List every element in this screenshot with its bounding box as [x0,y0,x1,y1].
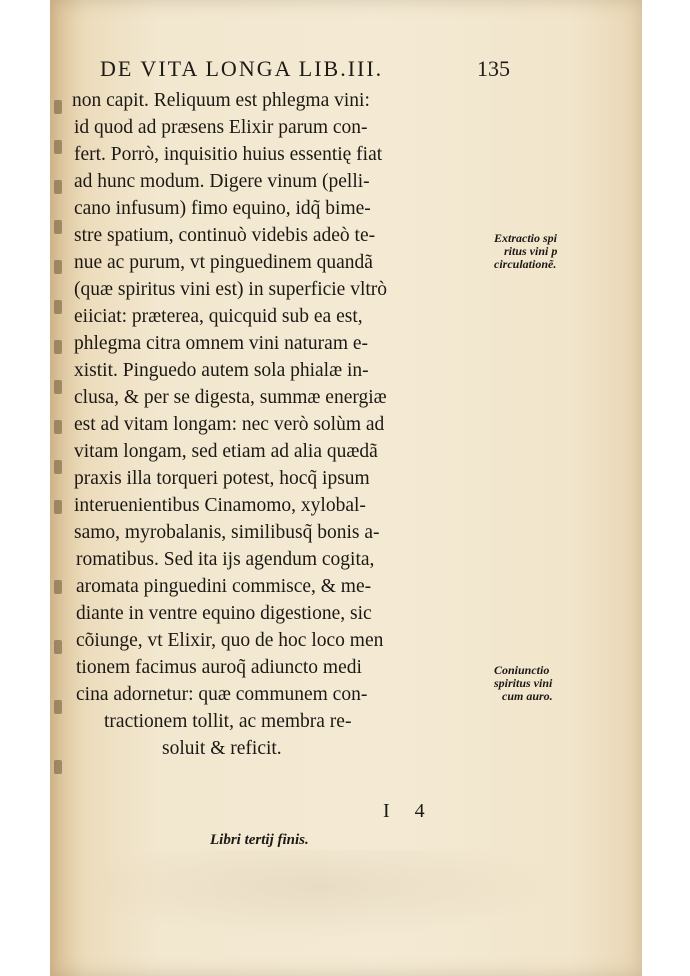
text-line: phlegma citra omnem vini naturam e- [74,333,369,354]
book-end-note: Libri tertij finis. [210,832,309,848]
margin-note-line: circulationẽ. [494,257,557,271]
text-line: clusa, & per se digesta, summæ energiæ [74,387,387,408]
bleed-through-shadow [80,850,560,940]
text-line: cõiunge, vt Elixir, quo de hoc loco men [76,630,384,651]
text-line: aromata pinguedini commisce, & me- [76,576,372,597]
margin-note-line: spiritus vini [494,676,553,690]
text-line: praxis illa torqueri potest, hocq̃ ipsum [74,468,370,489]
text-line: (quæ spiritus vini est) in superficie vltrò [74,279,388,300]
text-line: samo, myrobalanis, similibusq̃ bonis a- [74,522,380,543]
gutter-bleed-through [50,80,72,860]
margin-note-line: Extractio spi [494,231,558,245]
text-line: id quod ad præsens Elixir parum con- [74,117,368,138]
text-line: vitam longam, sed etiam ad alia quædã [74,441,378,462]
text-line: eiiciat: præterea, quicquid sub ea est, [74,306,363,327]
text-line: xistit. Pinguedo autem sola phialæ in- [74,360,369,381]
signature-mark: I 4 [383,800,435,822]
text-line: soluit & reficit. [162,738,282,759]
text-line: non capit. Reliquum est phlegma vini: [72,90,370,111]
folio-number: 135 [477,56,510,81]
text-line: diante in ventre equino digestione, sic [76,603,372,624]
text-line: est ad vitam longam: nec verò solùm ad [74,414,385,435]
text-line: interuenientibus Cinamomo, xylobal- [74,495,366,516]
running-head [100,56,510,82]
text-line: romatibus. Sed ita ijs agendum cogita, [76,549,375,570]
text-line: stre spatium, continuò videbis adeò te- [74,225,376,246]
margin-note-line: ritus vini p [504,244,558,258]
running-head-title: DE VITA LONGA LIB.III. [100,56,384,81]
margin-note-line: Coniunctio [494,663,550,677]
text-line: cina adornetur: quæ communem con- [76,684,368,705]
text-line: ad hunc modum. Digere vinum (pelli- [74,171,370,192]
margin-note-line: cum auro. [502,689,553,703]
text-line: nue ac purum, vt pinguedinem quandã [74,252,373,273]
text-line: cano infusum) fimo equino, idq̃ bime- [74,198,371,219]
text-line: tractionem tollit, ac membra re- [104,711,352,732]
text-line: tionem facimus auroq̃ adiuncto medi [76,657,362,678]
margin-note-coniunctio [494,664,594,703]
text-line: fert. Porrò, inquisitio huius essentię fiat [74,144,383,165]
margin-note-extractio [494,232,594,271]
